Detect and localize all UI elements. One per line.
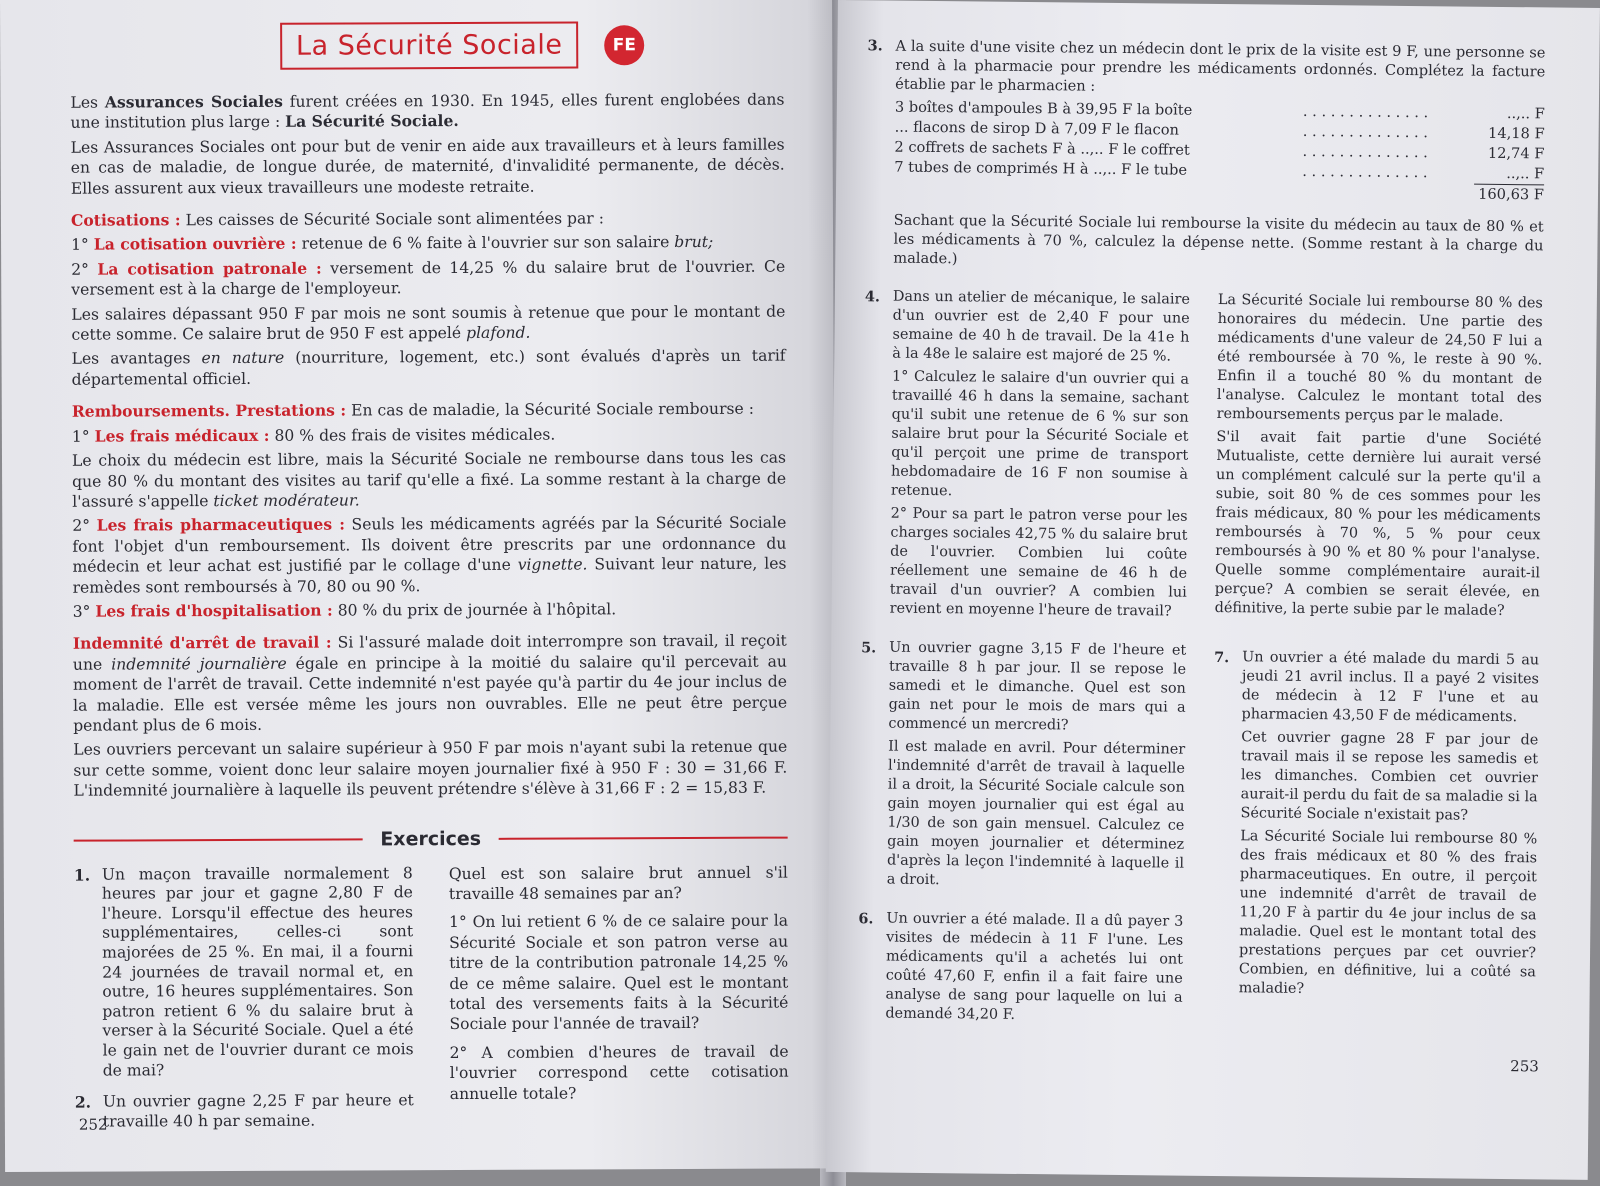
exercise-3 (865, 36, 1545, 278)
exercise-4 (861, 287, 1189, 625)
exercise-number: 5. (861, 639, 877, 657)
exercise-text: Un ouvrier gagne 3,15 F de l'heure et travaille 8 h par jour. Il se repose le samedi et le dimanche. Quel est son gain net pour le mois de mars qui a commencé un mercredi? (888, 639, 1187, 734)
exercise-6 (857, 909, 1183, 1026)
exercise-7 (1211, 648, 1540, 1005)
bill-row: 3 boîtes d'ampoules B à 39,95 F la boîte . . . . . . . . . . . . . . ..,.. F (894, 98, 1545, 123)
exercise-2-part-1: 1° On lui retient 6 % de ce salaire pour la Sécurité Sociale et son patron verse au titre de la contribution patronale 14,25 % de ce même salaire. Quel est le montant total des versements faits à la Sécurité Sociale pour l'année de travail? (448, 911, 789, 1034)
exercise-text: Un ouvrier gagne 2,25 F par heure et travaille 40 h par semaine. (102, 1091, 414, 1131)
exercise-6-continued: La Sécurité Sociale lui rembourse 80 % des honoraires du médecin. Une partie des médicaments d'une valeur de 24,50 F lui a été remboursée à 70 %, le reste à 90 %. Enfin il a touché 80 % du montant de l'analyse. Calculez le montant total des remboursements perçus par le malade. (1216, 291, 1543, 425)
avantages-nature-paragraph: Les avantages en nature (nourriture, logement, etc.) sont évalués d'après un tarif départemental officiel. (71, 347, 786, 389)
intro-paragraph: Les Assurances Sociales furent créées en 1930. En 1945, elles furent englobées dans une institution plus large : La Sécurité Sociale. (70, 90, 785, 133)
pharmacy-bill (894, 98, 1545, 206)
bill-total: 160,63 F (1474, 184, 1544, 205)
indemnite-calcul-paragraph: Les ouvriers percevant un salaire supérieur à 950 F par mois n'ayant subi la retenue que sur cette somme, voient donc leur salaire moyen journalier fixé à 950 F : 30 = 31,66 F. L'indemnité journalière à laquelle ils peuvent prétendre s'élève à 31,66 F : 2 = 15,83 F. (73, 737, 788, 800)
exercise-number: 3. (867, 37, 883, 55)
exercices-header (74, 826, 788, 851)
frais-pharmaceutiques: 2° Les frais pharmaceutiques : Seuls les médicaments agréés par la Sécurité Sociale font l'objet d'un remboursement. Ils doivent être prescrits par une ordonnance du médecin et leur achat est justifié par le collage d'une vignette. Suivant leur nature, les remèdes sont remboursés à 70, 80 ou 90 %. (72, 513, 787, 597)
exercise-5 (859, 638, 1187, 896)
exercise-question: Sachant que la Sécurité Sociale lui rembourse la visite du médecin au taux de 80 % et les médicaments à 70 %, calculez la dépense nette. (Somme restant à la charge du malade.) (893, 211, 1544, 268)
fe-badge: FE (604, 25, 644, 65)
right-column-1 (857, 287, 1190, 1042)
exercise-text: A la suite d'une visite chez un médecin dont le prix de la visite est 9 F, une personne se rend à la pharmacie pour prendre les médicaments ordonnés. Complétez la facture établie par le pharmacien : (895, 37, 1546, 95)
exercise-2 (75, 1091, 414, 1132)
remboursements-heading: Remboursements. Prestations : En cas de maladie, la Sécurité Sociale rembourse : (71, 399, 755, 421)
exercise-6-continued-2: S'il avait fait partie d'une Société Mutualiste, cette dernière lui aurait versé un complément calculé sur la perte qu'il a subie, soit 80 % de ces sommes pour les frais médicaux, 80 % pour les médicaments remboursés à 70 %, 5 % pour ceux remboursés à 90 % et 80 % pour l'analyse. Quelle somme complémentaire aurait-il perçue? A combien se serait élevée, en définitive, la perte subie par le malade? (1214, 428, 1542, 620)
exercise-text: Un ouvrier a été malade du mardi 5 au jeudi 21 avril inclus. Il a payé 2 visites de médecin à 12 F l'une et au pharmacien 43,50 F de médicaments. (1241, 649, 1540, 726)
exercise-column-2 (449, 862, 789, 1142)
exercise-text: Un ouvrier a été malade. Il a dû payer 3 visites de médecin à 11 F l'une. Les médicaments qu'il a achetés lui ont coûté 47,60 F, enfin il a fait faire une analyse de sang pour laquelle on lui a demandé 34,20 F. (885, 910, 1184, 1023)
exercise-text-2: Cet ouvrier gagne 28 F par jour de travail mais il se repose les samedis et les dimanches. Combien cet ouvrier aurait-il perdu du fait de sa maladie si la Sécurité Sociale n'existait pas? (1240, 729, 1539, 824)
frais-medicaux: 1° Les frais médicaux : 80 % des frais de visites médicales. (71, 425, 556, 446)
bill-row: ... flacons de sirop D à 7,09 F le flacon . . . . . . . . . . . . . . 14,18 F (894, 118, 1545, 143)
exercise-part-1: 1° Calculez le salaire d'un ouvrier qui a travaillé 46 h dans la semaine, sachant qu'il subit une retenue de 6 % sur son salaire brut pour la Sécurité Sociale et qu'il perçoit une prime de transport hebdomadaire de 16 F non soumise à retenue. (890, 368, 1190, 500)
plafond-paragraph: Les salaires dépassant 950 F par mois ne sont soumis à retenue que pour le montant de cette somme. Ce salaire brut de 950 F est appelé plafond. (71, 302, 786, 344)
exercise-number: 7. (1214, 648, 1230, 667)
exercise-text: Un maçon travaille normalement 8 heures par jour et gagne 2,80 F de l'heure. Lorsqu'il effectue des heures supplémentaires, celles-ci sont majorées de 25 %. En mai, il a fourni 24 journées de travail normal et, en outre, 16 heures supplémentaires. Son patron retient 6 % du salaire brut à verser à la Sécurité Sociale. Quel a été le gain net de l'ouvrier durant ce mois de mai? (101, 863, 414, 1080)
cotisations-heading: Cotisations : Les caisses de Sécurité Sociale sont alimentées par : (70, 209, 604, 230)
indemnite-paragraph: Indemnité d'arrêt de travail : Si l'assuré malade doit interrompre son travail, il reçoit une indemnité journalière égale en principe à la moitié du salaire qu'il percevait au moment de l'arrêt de travail. Cette indemnité n'est payée qu'à partir du 4e jour inclus de la maladie. Elle est versée même les jours non ouvrables. Elle ne peut être perçue pendant plus de 6 mois. (72, 631, 788, 735)
intro-paragraph-2: Les Assurances Sociales ont pour but de venir en aide aux travailleurs et à leurs familles en cas de maladie, de longue durée, de maternité, d'invalidité permanente, de décès. Elles assurent aux vieux travailleurs une modeste retraite. (70, 135, 785, 198)
exercise-part-2: 2° Pour sa part le patron verse pour les charges sociales 42,75 % du salaire brut de l'ouvrier. Combien lui coûte réellement une semaine de 46 h de travail d'un ouvrier? A combien lui revient en moyenne l'heure de travail? (889, 505, 1188, 620)
cotisation-patronale: 2° La cotisation patronale : versement de 14,25 % du salaire brut de l'ouvrier. Ce versement est à la charge de l'employeur. (71, 257, 786, 299)
exercise-number: 2. (74, 1092, 92, 1112)
right-exercise-columns (857, 287, 1543, 1046)
ticket-moderateur-paragraph: Le choix du médecin est libre, mais la Sécurité Sociale ne rembourse dans tous les cas que 80 % du montant des visites au tarif qu'elle a fixé. La somme restant à la charge de l'assuré s'appelle ticket modérateur. (71, 448, 787, 511)
exercises-columns (74, 862, 789, 1144)
divider (499, 836, 788, 839)
exercise-number: 6. (858, 910, 874, 928)
cotisation-ouvriere: 1° La cotisation ouvrière : retenue de 6 % faite à l'ouvrier sur son salaire brut; (71, 233, 714, 255)
right-page (826, 0, 1600, 1180)
divider (74, 838, 363, 841)
bill-row: 7 tubes de comprimés H à ..,.. F le tube . . . . . . . . . . . . . . ..,.. F (894, 158, 1545, 183)
bill-row: 2 coffrets de sachets F à ..,.. F le coffret . . . . . . . . . . . . . . 12,74 F (894, 138, 1545, 163)
exercise-1 (74, 864, 414, 1081)
exercise-number: 4. (864, 288, 881, 306)
exercices-title: Exercices (380, 827, 482, 850)
page-number: 253 (1510, 1057, 1539, 1076)
exercise-text-3: La Sécurité Sociale lui rembourse 80 % des frais médicaux et 80 % des frais pharmaceutiques. En outre, il perçoit une indemnité d'arrêt de travail de 11,20 F à partir du 4e jour inclus de sa maladie. Quel est le montant total des prestations perçues par cet ouvrier? Combien, en définitive, lui a coûté sa maladie? (1238, 828, 1538, 997)
title-row (140, 21, 784, 71)
exercise-2-question: Quel est son salaire brut annuel s'il travaille 48 semaines par an? (448, 863, 788, 904)
exercise-text-2: Il est malade en avril. Pour déterminer l'indemnité d'arrêt de travail à laquelle il a droit, la Sécurité Sociale calcule son gain moyen journalier qui est égal au 1/30 de son gain mensuel. Calculez ce gain moyen journalier et déterminez d'après la leçon l'indemnité à laquelle il a droit. (886, 738, 1186, 889)
frais-hospitalisation: 3° Les frais d'hospitalisation : 80 % du prix de journée à l'hôpital. (72, 600, 617, 621)
exercise-text: Dans un atelier de mécanique, le salaire d'un ouvrier est de 2,40 F pour une semaine de 40 h de travail. De la 41e h à la 48e le salaire est majoré de 25 %. (892, 288, 1190, 365)
right-column-2 (1210, 291, 1543, 1046)
page-number: 252 (78, 1115, 108, 1134)
exercise-2-part-2: 2° A combien d'heures de travail de l'ouvrier correspond cette cotisation annuelle totale? (449, 1042, 789, 1103)
exercise-number: 1. (73, 865, 91, 885)
exercise-column-1 (74, 864, 414, 1144)
page-title: La Sécurité Sociale (280, 21, 579, 69)
